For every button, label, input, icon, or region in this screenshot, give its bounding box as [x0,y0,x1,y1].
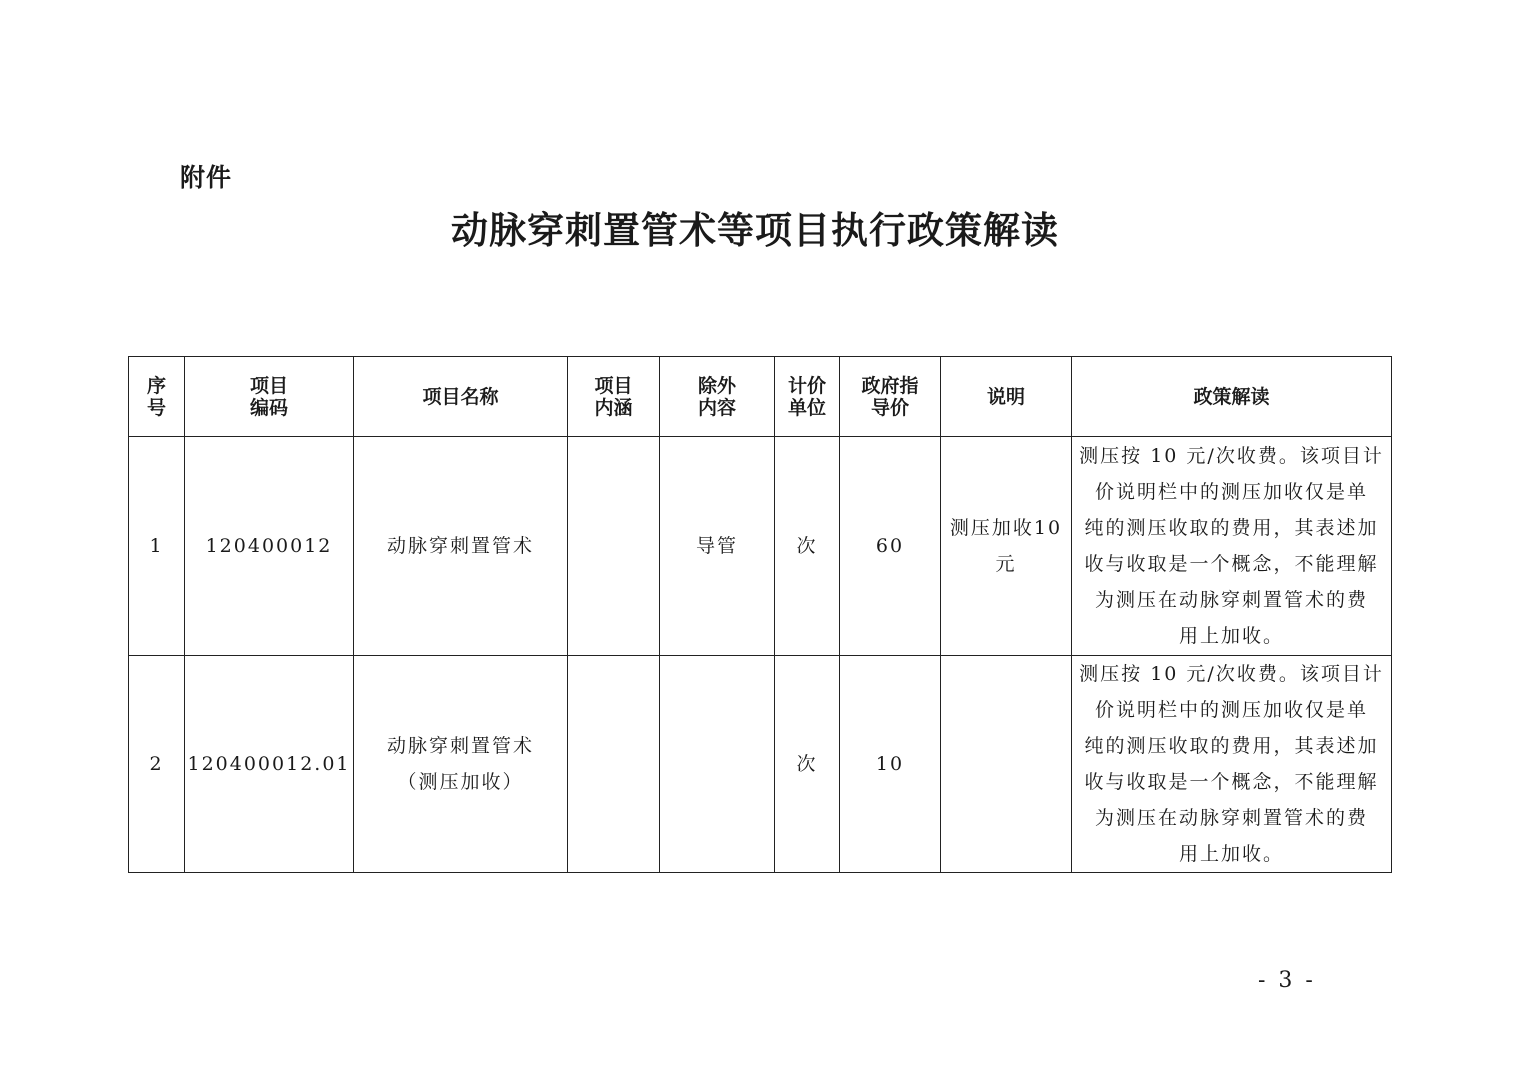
header-price-line: 政府指 [861,374,919,397]
header-unit-line: 单位 [787,396,826,419]
cell-name-line: （测压加收） [397,771,524,793]
cell-seq: 1 [129,437,185,656]
cell-policy-line: 测压按 10 元/次收费。该项目计 [1079,445,1384,467]
header-seq-line: 序 [146,374,166,397]
header-excluded [660,357,775,437]
cell-policy-line: 价说明栏中的测压加收仅是单 [1094,699,1368,721]
cell-connotation [568,437,660,656]
header-connotation-line: 内涵 [594,396,633,419]
header-note: 说明 [941,357,1072,437]
header-unit [775,357,840,437]
cell-note [941,437,1072,656]
cell-excluded [660,656,775,873]
cell-name [354,437,568,656]
header-price [840,357,941,437]
header-code [185,357,354,437]
cell-connotation [568,656,660,873]
table-row [129,656,1392,873]
cell-price: 10 [840,656,941,873]
cell-seq: 2 [129,656,185,873]
cell-unit: 次 [775,656,840,873]
cell-note [941,656,1072,873]
cell-policy-line: 收与收取是一个概念，不能理解 [1084,771,1379,793]
header-name: 项目名称 [354,357,568,437]
cell-name-line: 动脉穿刺置管术 [386,535,534,557]
cell-name-line: 动脉穿刺置管术 [386,735,534,757]
cell-price: 60 [840,437,941,656]
cell-name [354,656,568,873]
cell-policy [1072,437,1392,656]
cell-policy-line: 为测压在动脉穿刺置管术的费 [1094,589,1368,611]
attachment-label: 附件 [180,163,233,192]
cell-policy-line: 纯的测压收取的费用，其表述加 [1084,517,1379,539]
cell-policy-line: 收与收取是一个概念，不能理解 [1084,553,1379,575]
table-row [129,437,1392,656]
policy-table [128,356,1392,873]
header-seq-line: 号 [146,396,166,419]
header-price-line: 导价 [870,396,909,419]
header-connotation [568,357,660,437]
table-header-row [129,357,1392,437]
cell-note-line: 元 [995,553,1017,575]
cell-unit: 次 [775,437,840,656]
page-number: - 3 - [1258,968,1316,993]
header-policy: 政策解读 [1072,357,1392,437]
cell-code: 120400012.01 [185,656,354,873]
header-seq [129,357,185,437]
cell-policy [1072,656,1392,873]
cell-policy-line: 纯的测压收取的费用，其表述加 [1084,735,1379,757]
cell-note-line: 测压加收10 [949,517,1063,539]
cell-policy-line: 用上加收。 [1178,843,1284,865]
cell-policy-line: 测压按 10 元/次收费。该项目计 [1079,663,1384,685]
cell-policy-line: 用上加收。 [1178,625,1284,647]
cell-policy-line: 为测压在动脉穿刺置管术的费 [1094,807,1368,829]
cell-policy-line: 价说明栏中的测压加收仅是单 [1094,481,1368,503]
header-code-line: 编码 [249,396,288,419]
cell-code: 120400012 [185,437,354,656]
header-code-line: 项目 [249,374,288,397]
header-connotation-line: 项目 [594,374,633,397]
cell-excluded: 导管 [660,437,775,656]
header-excluded-line: 除外 [697,374,736,397]
document-title: 动脉穿刺置管术等项目执行政策解读 [451,208,1059,252]
header-excluded-line: 内容 [697,396,736,419]
header-unit-line: 计价 [787,374,826,397]
